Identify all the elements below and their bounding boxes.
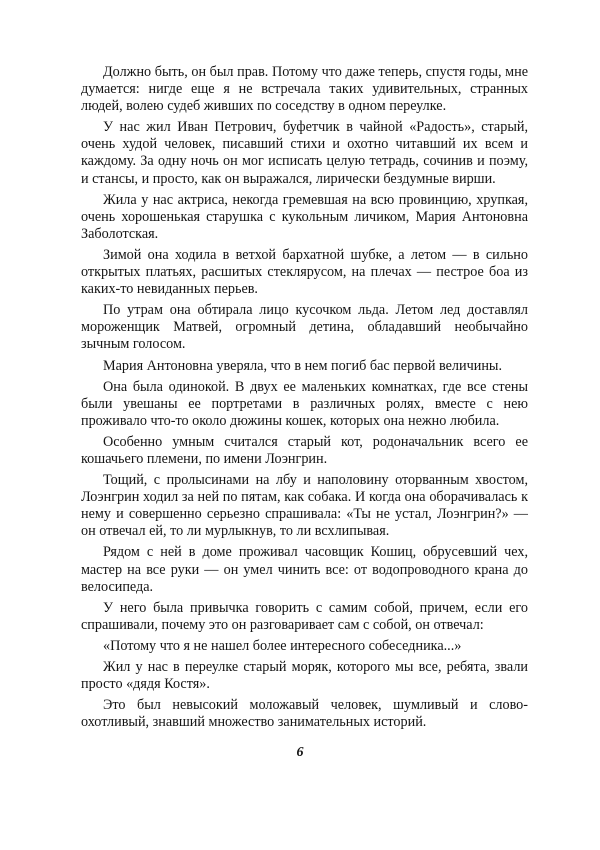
page-number: 6 <box>296 745 304 760</box>
paragraph: У него была привычка говорить с самим собой, причем, если его спрашивали, почему это он разговаривает сам с собой, он отвечал: <box>81 599 528 633</box>
page-text-body <box>81 64 528 731</box>
paragraph: Рядом с ней в доме проживал часовщик Кошиц, обрусевший чех, мастер на все руки — он умел чинить все: от водопроводного крана до велосипеда. <box>81 544 528 595</box>
paragraph: «Потому что я не нашел более интересного собеседника...» <box>103 637 462 654</box>
paragraph: Это был невысокий моложавый человек, шумливый и словоохотливый, знавший множество занимательных историй. <box>81 697 528 731</box>
paragraph: Зимой она ходила в ветхой бархатной шубке, а летом — в сильно открытых платьях, расшитых стеклярусом, на плечах — пестрое боа из каких-то невиданных перьев. <box>81 246 528 298</box>
paragraph: Особенно умным считался старый кот, родоначальник всего ее кошачьего племени, по имени Лоэнгрин. <box>81 433 528 467</box>
paragraph: У нас жил Иван Петрович, буфетчик в чайной «Радость», старый, очень худой человек, писавший стихи и охотно читавший их всем и каждому. За одну ночь он мог исписать целую тетрадь, сочинив и поэму, и стансы, и просто, как он выражался, лирически бездумные вирши. <box>81 119 528 187</box>
paragraph: Жила у нас актриса, некогда гремевшая на всю провинцию, хрупкая, очень хорошенькая старушка с кукольным личиком, Мария Антоновна Заболотская. <box>81 191 528 242</box>
paragraph: Тощий, с пролысинами на лбу и наполовину оторванным хвостом, Лоэнгрин ходил за ней по пятам, как собака. И когда она оборачивалась к нему и совершенно серьезно спрашивала: «Ты не устал, Лоэнгрин?» — он отвечал ей, то ли мурлыкнув, то ли всхлипывая. <box>81 472 528 540</box>
paragraph: По утрам она обтирала лицо кусочком льда. Летом лед доставлял мороженщик Матвей, огромный детина, обладавший необычайно зычным голосом. <box>81 302 528 353</box>
paragraph: Должно быть, он был прав. Потому что даже теперь, спустя годы, мне думается: нигде еще я не встречала таких удивительных, странных людей, волею судеб живших по соседству в одном переулке. <box>81 64 528 115</box>
paragraph: Она была одинокой. В двух ее маленьких комнатках, где все стены были увешаны ее портретами в различных ролях, вместе с нею проживало что-то около дюжины кошек, которых она нежно любила. <box>81 378 528 429</box>
paragraph: Мария Антоновна уверяла, что в нем погиб бас первой величины. <box>103 357 503 374</box>
paragraph: Жил у нас в переулке старый моряк, которого мы все, ребята, звали просто «дядя Костя». <box>81 659 528 693</box>
